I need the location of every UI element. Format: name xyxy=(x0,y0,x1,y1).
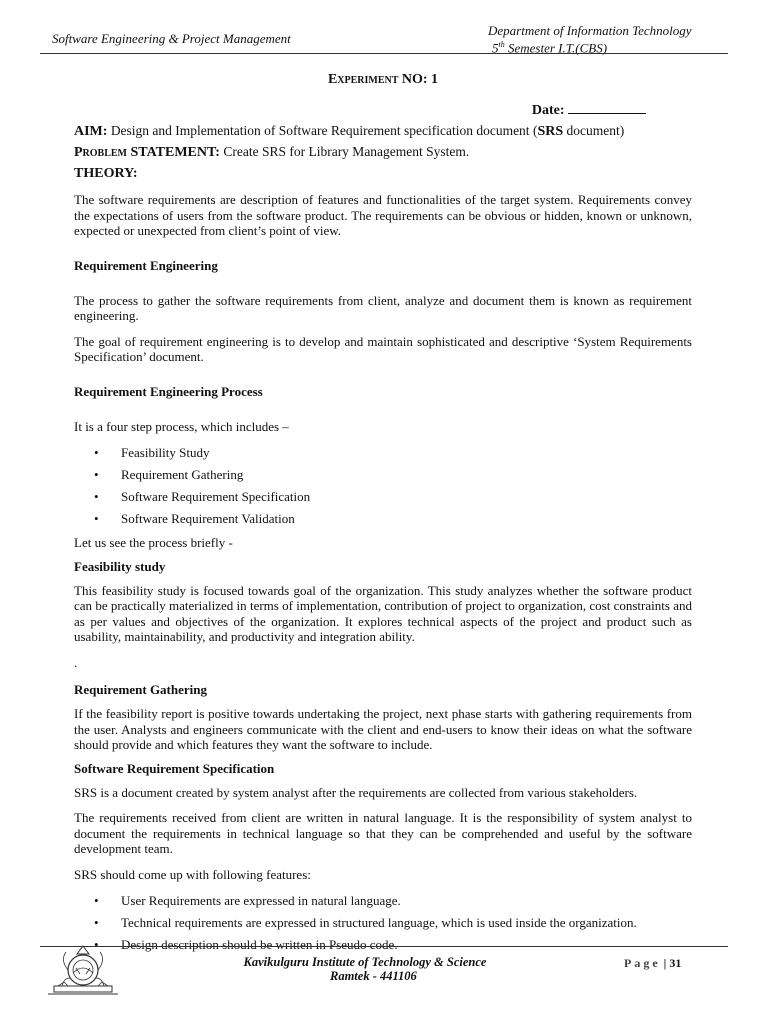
bullet-icon: • xyxy=(94,893,99,908)
bullet-icon: • xyxy=(94,489,99,504)
list-item: • Technical requirements are expressed in structured language, which is used inside the organization. xyxy=(94,912,692,934)
requirement-gathering-heading: Requirement Gathering xyxy=(74,682,207,697)
footer-institute-name: Kavikulguru Institute of Technology & Science xyxy=(243,955,487,969)
srs-paragraph-3: SRS should come up with following features: xyxy=(74,866,311,882)
requirement-engineering-process-heading: Requirement Engineering Process xyxy=(74,383,263,399)
header-course-title: Software Engineering & Project Management xyxy=(52,31,291,46)
date-blank-line xyxy=(568,101,646,114)
header-department-name: Department of Information Technology xyxy=(488,23,692,38)
requirement-engineering-paragraph-2: The goal of requirement engineering is to develop and maintain sophisticated and descriptive ‘System Requirements Specification’ document. xyxy=(74,333,692,364)
process-steps-list xyxy=(74,442,692,530)
list-item: • Feasibility Study xyxy=(94,442,692,464)
bullet-icon: • xyxy=(94,445,99,460)
list-item: • Design description should be written in Pseudo code. xyxy=(94,934,692,956)
page-number: Page | 31 xyxy=(624,956,682,970)
stray-period: . xyxy=(74,654,78,670)
list-item: • User Requirements are expressed in natural language. xyxy=(94,890,692,912)
experiment-title: Experiment NO: 1 xyxy=(327,72,439,87)
header-divider xyxy=(40,53,728,54)
feasibility-paragraph: This feasibility study is focused towards goal of the organization. This study analyzes whether the software product can be practically materialized in terms of implementation, contribution of project to organization, cost constraints and as per values and objectives of the organization. It explores technical aspects of the project and product such as usability, maintainability, and productivity and integration ability. xyxy=(74,582,692,644)
bullet-icon: • xyxy=(94,937,99,952)
bullet-icon: • xyxy=(94,915,99,930)
list-item: • Requirement Gathering xyxy=(94,464,692,486)
footer-divider xyxy=(40,946,728,947)
srs-paragraph-1: SRS is a document created by system analyst after the requirements are collected from various stakeholders. xyxy=(74,784,638,800)
list-item: • Software Requirement Specification xyxy=(94,486,692,508)
srs-paragraph-2: The requirements received from client are written in natural language. It is the responsibility of system analyst to document the requirements in technical language so that they can be comprehended and useful by the software development team. xyxy=(74,810,692,856)
theory-heading: THEORY: xyxy=(74,166,138,181)
footer-institute xyxy=(230,955,500,983)
process-outro: Let us see the process briefly - xyxy=(74,535,233,550)
problem-statement-line: Problem STATEMENT: Create SRS for Library Management System. xyxy=(74,144,470,160)
header-department xyxy=(488,24,692,55)
page-content xyxy=(74,72,692,961)
process-intro: It is a four step process, which includes – xyxy=(74,418,289,434)
list-item: • Software Requirement Validation xyxy=(94,508,692,530)
aim-line: AIM: Design and Implementation of Software Requirement specification document (SRS document) xyxy=(74,123,625,139)
bullet-icon: • xyxy=(94,511,99,526)
requirement-engineering-heading: Requirement Engineering xyxy=(74,257,218,273)
institute-logo-icon xyxy=(44,942,122,998)
srs-heading: Software Requirement Specification xyxy=(74,760,275,776)
requirement-gathering-paragraph: If the feasibility report is positive towards undertaking the project, next phase starts with gathering requirements from the user. Analysts and engineers communicate with the client and end-users to know their ideas on what the software should provide and which features they want the software to include. xyxy=(74,706,692,752)
header-semester: 5th Semester I.T.(CBS) xyxy=(492,40,608,56)
feasibility-study-heading: Feasibility study xyxy=(74,558,166,574)
footer-institute-address: Ramtek - 441106 xyxy=(330,969,417,983)
theory-intro-paragraph: The software requirements are description of features and functionalities of the target system. Requirements convey the expectations of users from the software product. The requirements can be obvious or hidden, known or unknown, expected or unexpected from client’s point of view. xyxy=(74,192,692,238)
date-field: Date: xyxy=(74,101,692,119)
requirement-engineering-paragraph-1: The process to gather the software requirements from client, analyze and document them is known as requirement engineering. xyxy=(74,292,692,323)
bullet-icon: • xyxy=(94,467,99,482)
